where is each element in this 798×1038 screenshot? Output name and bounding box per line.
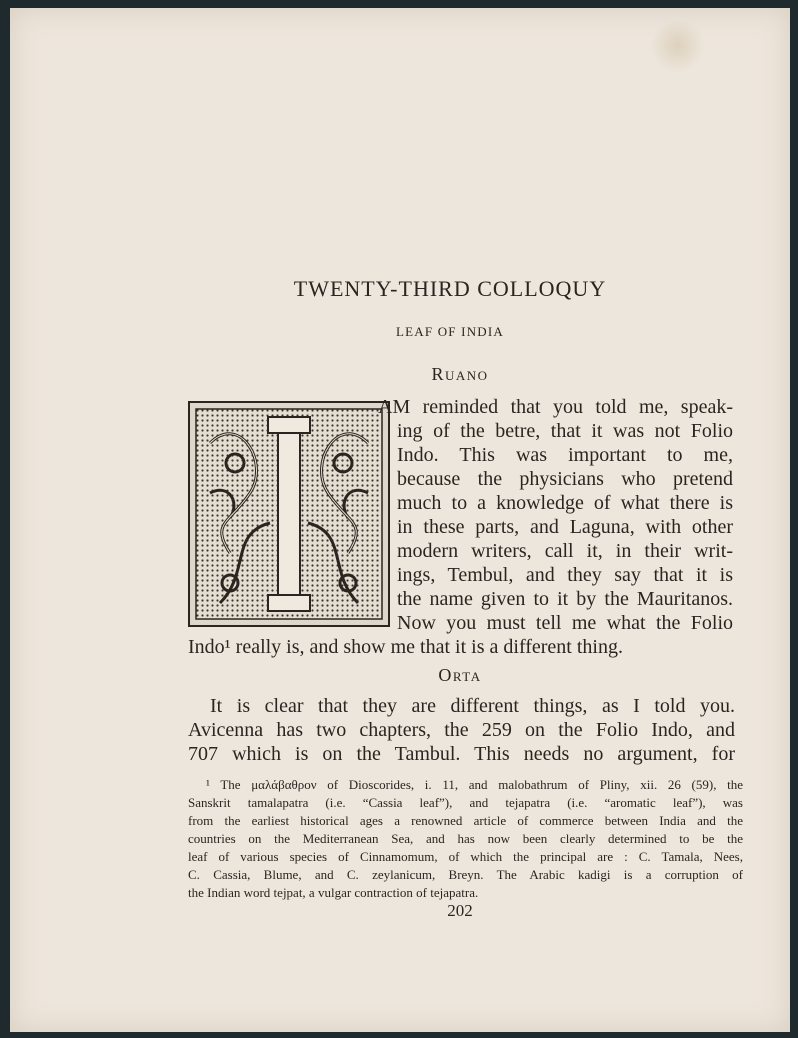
speaker-ruano: Ruano (431, 364, 489, 384)
text-line: Now you must tell me what the Folio (397, 612, 733, 634)
footnote-line: countries on the Mediterranean Sea, and has now been clearly determined to be the (188, 831, 743, 846)
text-line: Indo¹ really is, and show me that it is a different thing. (188, 636, 623, 658)
text-line: Indo. This was important to me, (397, 444, 733, 466)
decorated-initial (188, 401, 390, 627)
footnote-line: ¹ The μαλάβαθρον of Dioscorides, i. 11, and malobathrum of Pliny, xii. 26 (59), the (206, 777, 743, 792)
footnote-line: Sanskrit tamalapatra (i.e. “Cassia leaf”), and tejapatra (i.e. “aromatic leaf”), was (188, 795, 743, 810)
text-line: ings, Tembul, and they say that it is (397, 564, 733, 586)
text-line: Avicenna has two chapters, the 259 on the Folio Indo, and (188, 719, 735, 741)
footnote-line: the Indian word tejpat, a vulgar contraction of tejapatra. (188, 885, 479, 900)
text-line: ing of the betre, that it was not Folio (397, 420, 733, 442)
speaker-orta: Orta (438, 665, 482, 685)
chapter-heading: TWENTY-THIRD COLLOQUY (293, 276, 607, 301)
text-line: the name given to it by the Mauritanos. (397, 588, 733, 610)
text-line: It is clear that they are different things, as I told you. (210, 695, 735, 717)
page-stain (650, 18, 705, 73)
text-line: modern writers, call it, in their writ- (397, 540, 733, 562)
text-line: much to a knowledge of what there is (397, 492, 733, 514)
book-page (10, 8, 790, 1032)
text-line: AM reminded that you told me, speak- (378, 396, 733, 418)
page-number: 202 (447, 901, 473, 920)
footnote-line: C. Cassia, Blume, and C. zeylanicum, Breyn. The Arabic kadigi is a corruption of (188, 867, 743, 882)
text-line: because the physicians who pretend (397, 468, 733, 490)
footnote-line: from the earliest historical ages a renowned article of commerce between India and the (188, 813, 743, 828)
chapter-subheading: LEAF OF INDIA (395, 324, 505, 339)
footnote-line: leaf of various species of Cinnamomum, of which the principal are : C. Tamala, Nees, (188, 849, 743, 864)
text-line: in these parts, and Laguna, with other (397, 516, 733, 538)
text-line: 707 which is on the Tambul. This needs no argument, for (188, 743, 735, 765)
